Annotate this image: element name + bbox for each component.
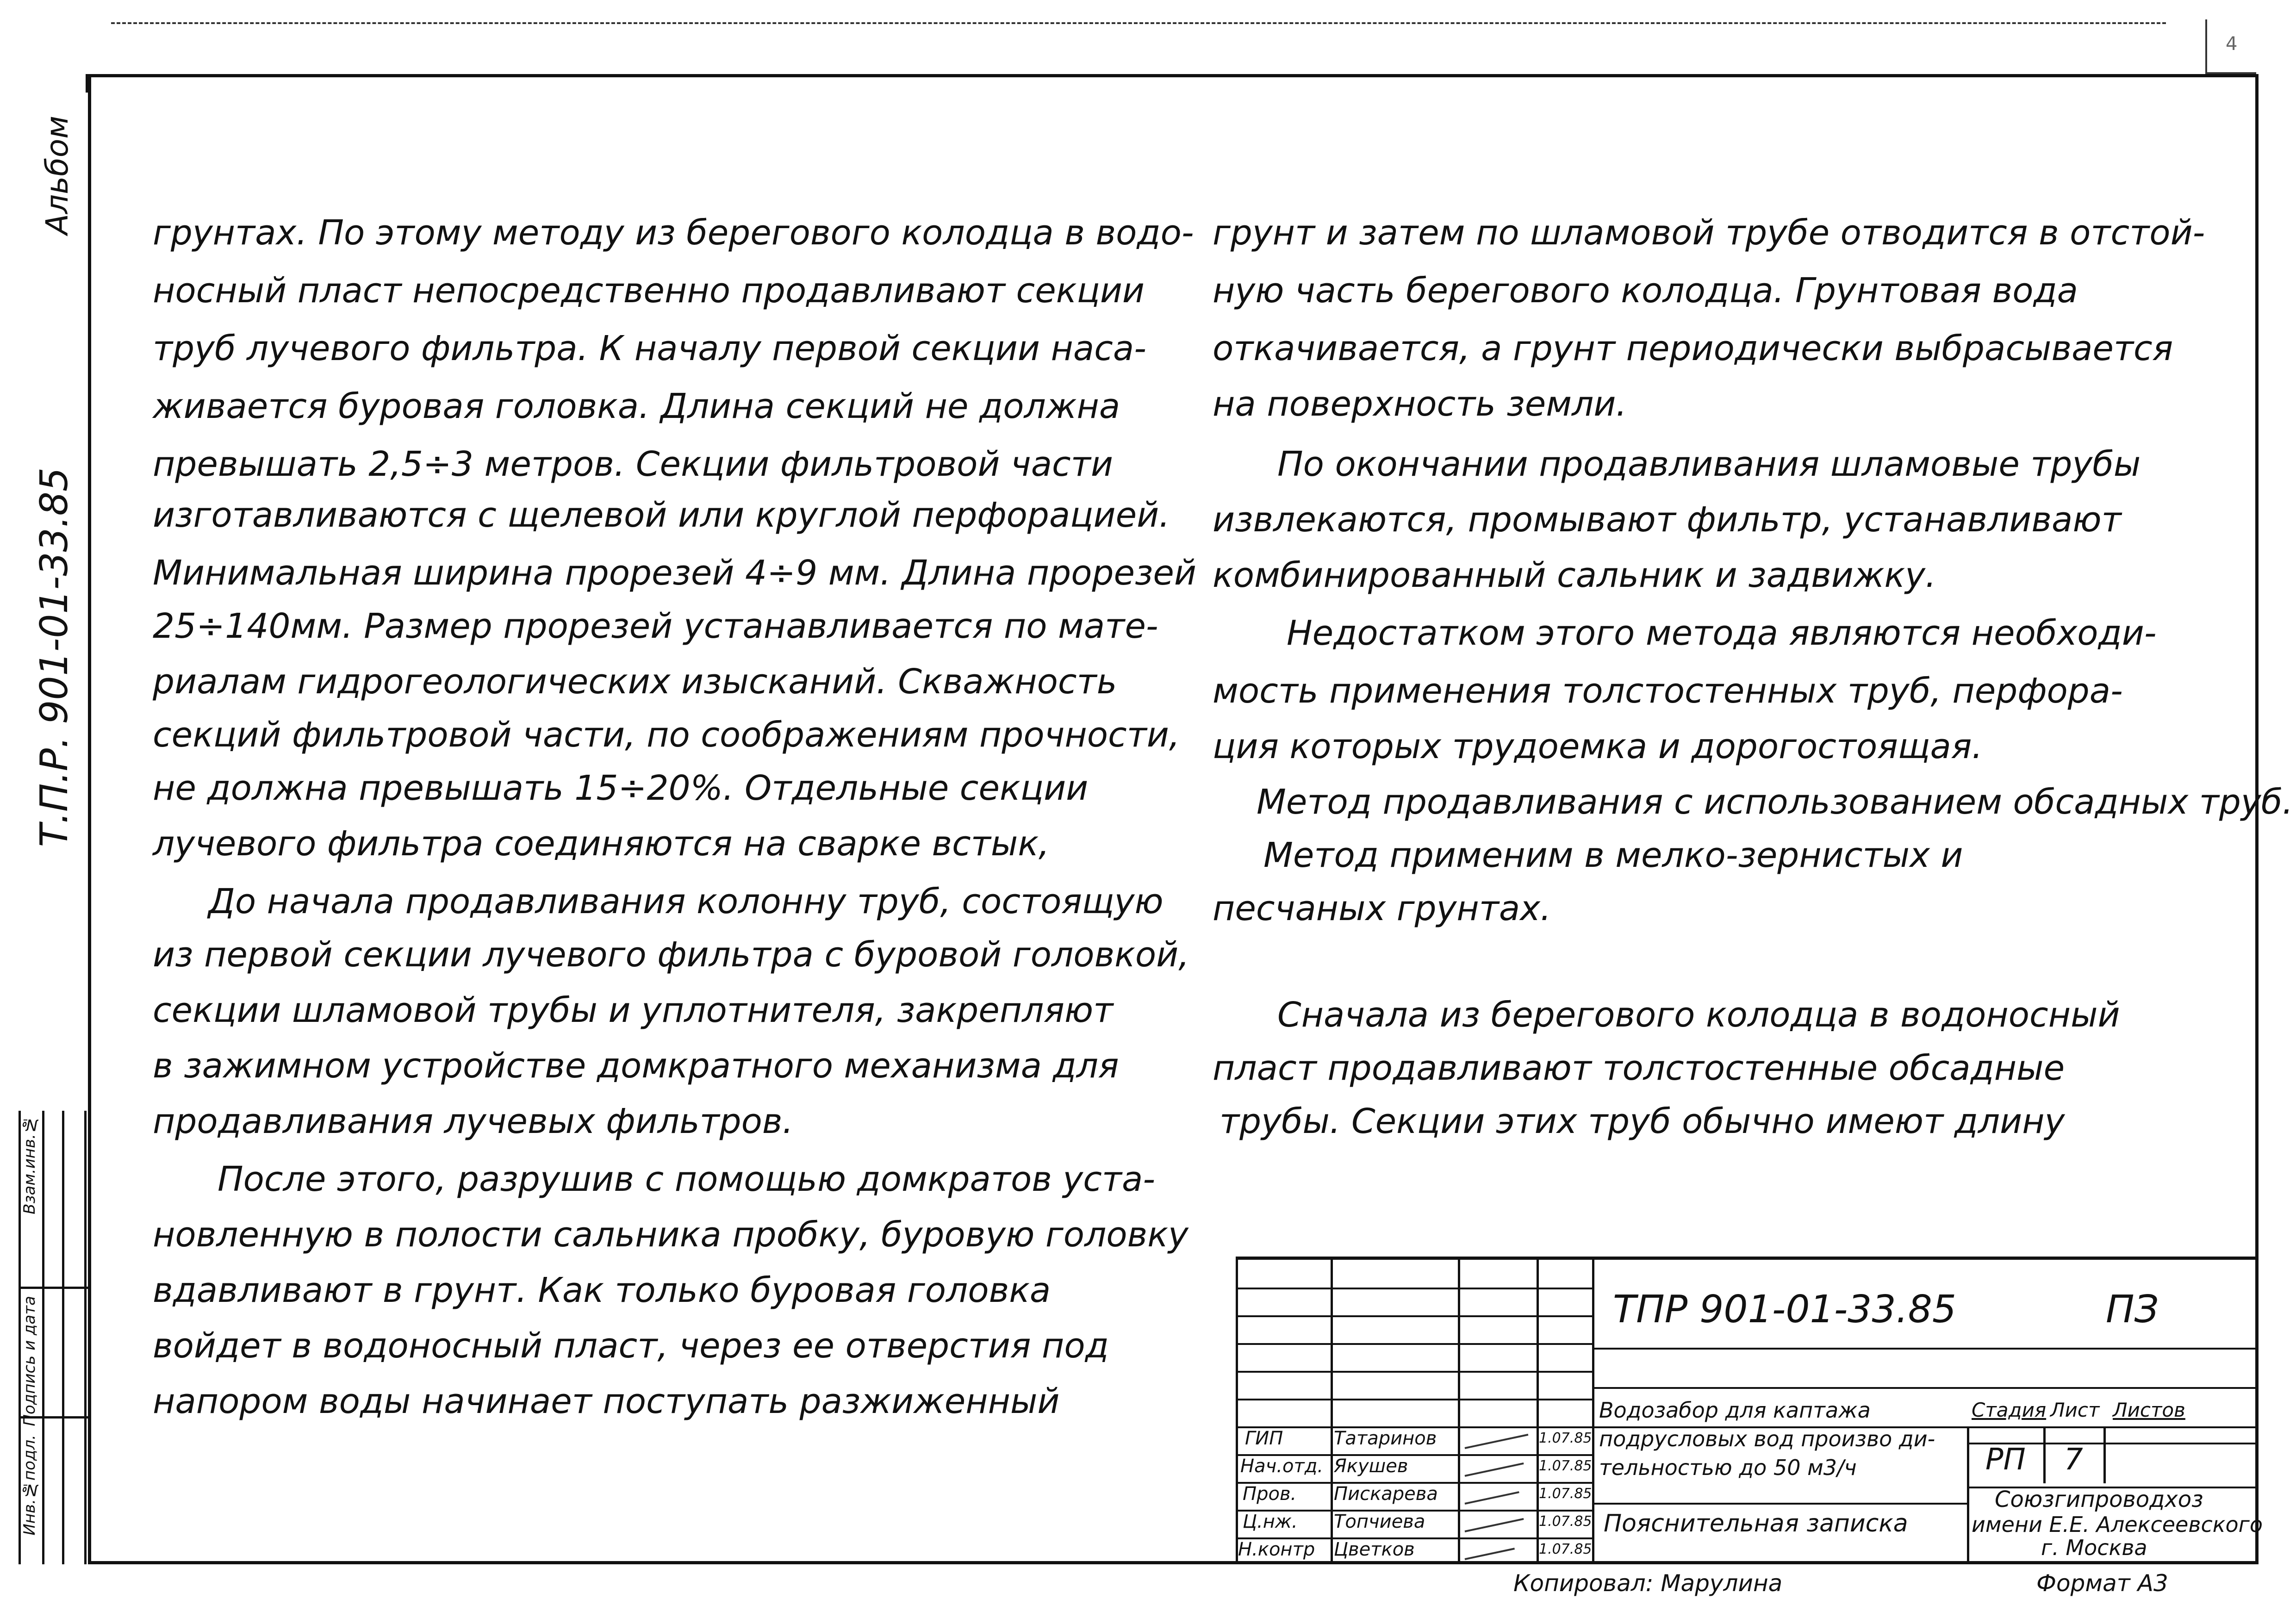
object-name-line-2: подрусловых вод произво ди- [1599, 1426, 1935, 1451]
body-line: До начала продавливания колонну труб, состоящую [208, 882, 1164, 921]
staff-role: Пров. [1243, 1483, 1297, 1505]
body-line: грунтах. По этому методу из берегового колодца в водо- [153, 213, 1194, 253]
body-line: в зажимном устройстве домкратного механизма для [153, 1046, 1119, 1086]
corner-stamp-box [2205, 19, 2256, 74]
left-stamp-divider-1 [19, 1287, 88, 1289]
body-line: носный пласт непосредственно продавливают секции [153, 271, 1145, 311]
signature [1465, 1518, 1524, 1532]
stage-value: РП [1985, 1443, 2026, 1477]
body-line: Минимальная ширина прорезей 4÷9 мм. Длина прорезей [153, 553, 1196, 593]
doc-name: Пояснительная записка [1604, 1510, 1908, 1537]
body-line: войдет в водоносный пласт, через ее отверстия под [153, 1326, 1109, 1366]
doc-code: ТПР 901-01-33.85 [1613, 1288, 1957, 1332]
body-line: Сначала из берегового колодца в водоносный [1277, 995, 2120, 1035]
object-name-line-1: Водозабор для каптажа [1599, 1398, 1871, 1423]
staff-name: Якушев [1334, 1456, 1408, 1477]
stage-header: Стадия [1972, 1399, 2047, 1421]
body-line: извлекаются, промывают фильтр, устанавливают [1213, 500, 2122, 540]
top-rule [111, 22, 2166, 24]
corner-number: 4 [2226, 33, 2238, 55]
corner-mark-top-left [86, 74, 88, 93]
vzam-inv-label: Взам.инв.№ [20, 1115, 39, 1214]
tb-grid-line [1236, 1343, 1592, 1345]
staff-name: Топчиева [1334, 1511, 1425, 1532]
staff-role: Нач.отд. [1240, 1456, 1324, 1477]
body-line: новленную в полости сальника пробку, буровую головку [153, 1215, 1188, 1255]
left-stamp [19, 1111, 88, 1564]
body-line: Метод применим в мелко-зернистых и [1263, 835, 1963, 875]
body-line: ную часть берегового колодца. Грунтовая вода [1213, 271, 2078, 311]
section-code: ПЗ [2106, 1288, 2159, 1332]
left-stamp-col-3 [62, 1111, 87, 1564]
tb-grid-line [1236, 1371, 1592, 1373]
signature [1465, 1548, 1515, 1560]
org-line-1: Союзгипроводхоз [1995, 1487, 2203, 1512]
body-line: на поверхность земли. [1213, 384, 1627, 424]
body-line: 25÷140мм. Размер прорезей устанавливается по мате- [153, 606, 1158, 646]
body-line: не должна превышать 15÷20%. Отдельные секции [153, 768, 1089, 808]
signature [1465, 1434, 1529, 1449]
body-line: живается буровая головка. Длина секций не должна [153, 386, 1120, 426]
copied-by: Копировал: Марулина [1513, 1570, 1783, 1597]
body-line: песчаных грунтах. [1213, 889, 1551, 928]
staff-role: Ц.нж. [1243, 1511, 1298, 1532]
staff-name: Пискарева [1334, 1483, 1438, 1505]
body-line: По окончании продавливания шламовые трубы [1277, 444, 2141, 484]
org-line-2: имени Е.Е. Алексеевского [1972, 1512, 2263, 1537]
tb-grid-line [1236, 1260, 1238, 1564]
inv-podl-label: Инв.№подл. [20, 1435, 39, 1536]
tb-grid-line [1967, 1426, 1969, 1564]
body-line: лучевого фильтра соединяются на сварке встык, [153, 824, 1050, 864]
org-line-3: г. Москва [2041, 1535, 2147, 1560]
body-line: труб лучевого фильтра. К началу первой секции наса- [153, 329, 1146, 368]
body-line: пласт продавливают толстостенные обсадные [1213, 1048, 2065, 1088]
staff-date: 1.07.85 [1539, 1486, 1592, 1502]
left-stamp-col-2 [40, 1111, 64, 1564]
signature [1465, 1491, 1519, 1505]
format-label: Формат А3 [2036, 1570, 2168, 1597]
staff-role: ГИП [1245, 1428, 1283, 1449]
body-line: из первой секции лучевого фильтра с буровой головкой, [153, 935, 1189, 975]
body-line: Метод продавливания с использованием обсадных труб. [1257, 782, 2293, 822]
body-line: После этого, разрушив с помощью домкратов уста- [218, 1159, 1156, 1199]
staff-name: Цветков [1334, 1539, 1415, 1560]
album-label: Альбом [39, 116, 75, 235]
body-line: мость применения толстостенных труб, перфора- [1213, 671, 2123, 711]
staff-date: 1.07.85 [1539, 1541, 1592, 1557]
side-project-code: Т.П.Р. 901-01-33.85 [32, 467, 76, 847]
body-line: вдавливают в грунт. Как только буровая головка [153, 1270, 1051, 1310]
tb-grid-line [1331, 1260, 1333, 1564]
body-line: продавливания лучевых фильтров. [153, 1101, 794, 1141]
staff-date: 1.07.85 [1539, 1430, 1592, 1446]
body-line: откачивается, а грунт периодически выбрасывается [1213, 329, 2173, 368]
tb-grid-line [1592, 1387, 2259, 1389]
body-line: комбинированный сальник и задвижку. [1213, 555, 1936, 595]
body-line: изготавливаются с щелевой или круглой перфорацией. [153, 495, 1170, 535]
sheet-value: 7 [2064, 1443, 2083, 1477]
tb-grid-line [1236, 1288, 1592, 1289]
body-line: грунт и затем по шламовой трубе отводится в отстой- [1213, 213, 2205, 253]
tb-grid-line [1592, 1348, 2259, 1350]
sheet-header: Лист [2050, 1399, 2100, 1421]
body-line: напором воды начинает поступать разжиженный [153, 1381, 1060, 1421]
staff-role: Н.контр [1238, 1539, 1315, 1560]
tb-grid-line [2043, 1426, 2046, 1483]
staff-name: Татаринов [1334, 1428, 1437, 1449]
tb-grid-line [2103, 1426, 2106, 1483]
title-block [1236, 1257, 2263, 1564]
tb-grid-line [1592, 1260, 1594, 1564]
tb-grid-line [1236, 1315, 1592, 1317]
sheets-header: Листов [2113, 1399, 2185, 1421]
staff-date: 1.07.85 [1539, 1458, 1592, 1474]
body-line: Недостатком этого метода являются необходи- [1287, 613, 2157, 653]
tb-grid-line [1236, 1399, 1592, 1400]
body-line: риалам гидрогеологических изысканий. Скважность [153, 662, 1117, 702]
signature [1465, 1462, 1524, 1477]
body-line: секций фильтровой части, по соображениям прочности, [153, 715, 1180, 755]
body-line: секции шламовой трубы и уплотнителя, закрепляют [153, 990, 1114, 1030]
body-line: трубы. Секции этих труб обычно имеют длину [1220, 1101, 2065, 1141]
tb-grid-line [1458, 1260, 1460, 1564]
staff-date: 1.07.85 [1539, 1513, 1592, 1530]
body-line: ция которых трудоемка и дорогостоящая. [1213, 727, 1983, 766]
body-line: превышать 2,5÷3 метров. Секции фильтровой части [153, 444, 1113, 484]
podpis-data-label: Подпись и дата [20, 1296, 39, 1426]
object-name-line-3: тельностью до 50 м3/ч [1599, 1455, 1857, 1480]
tb-grid-line [1592, 1503, 1967, 1505]
